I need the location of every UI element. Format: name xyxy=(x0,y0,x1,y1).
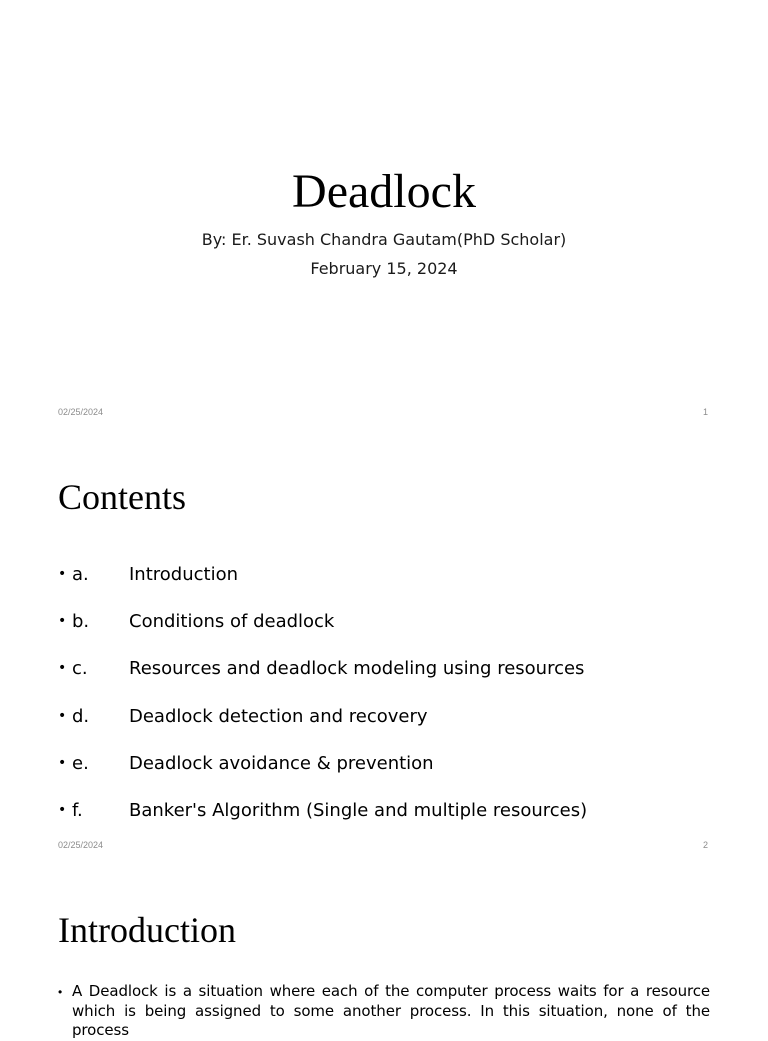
bullet-icon: • xyxy=(58,754,67,771)
contents-item-text: Deadlock avoidance & prevention xyxy=(129,752,434,774)
presentation-date: February 15, 2024 xyxy=(310,259,458,278)
contents-item-letter: f. xyxy=(72,799,83,821)
bullet-icon: • xyxy=(58,566,67,582)
contents-item-letter: c. xyxy=(72,658,88,680)
contents-item-text: Introduction xyxy=(129,564,239,585)
bullet-icon: • xyxy=(58,707,67,724)
contents-list xyxy=(58,563,718,846)
title-slide xyxy=(0,0,768,433)
bullet-icon: • xyxy=(58,660,67,677)
introduction-slide xyxy=(0,866,768,1039)
slide-footer-date: 02/25/2024 xyxy=(58,407,104,417)
contents-item-text: Resources and deadlock modeling using resources xyxy=(129,658,585,680)
slide-heading: Introduction xyxy=(58,910,236,950)
contents-item xyxy=(58,610,718,657)
contents-item-letter: b. xyxy=(72,611,90,633)
author-line: By: Er. Suvash Chandra Gautam(PhD Scholar) xyxy=(201,230,567,249)
bullet-icon: • xyxy=(58,613,67,630)
slide-heading: Contents xyxy=(58,477,187,517)
contents-item-letter: a. xyxy=(72,564,89,585)
slide-page-number: 2 xyxy=(702,840,708,850)
bullet-icon: • xyxy=(58,801,67,818)
contents-slide xyxy=(0,433,768,866)
contents-item-text: Deadlock detection and recovery xyxy=(129,705,428,727)
contents-item xyxy=(58,752,718,799)
contents-item-text: Banker's Algorithm (Single and multiple resources) xyxy=(129,799,588,821)
bullet-icon: • xyxy=(58,985,63,999)
slide-footer-date: 02/25/2024 xyxy=(58,840,104,850)
contents-item xyxy=(58,705,718,752)
intro-paragraph-text: A Deadlock is a situation where each of the computer process waits for a resource which is being assigned to some another process. In this situation, none of the process xyxy=(72,982,710,1039)
slide-page-number: 1 xyxy=(702,407,708,417)
intro-paragraph xyxy=(58,982,710,1041)
presentation-title: Deadlock xyxy=(292,165,476,218)
contents-item-letter: e. xyxy=(72,752,89,774)
contents-item xyxy=(58,799,718,846)
contents-item-text: Conditions of deadlock xyxy=(129,611,335,633)
contents-item-letter: d. xyxy=(72,705,90,727)
contents-item xyxy=(58,563,718,610)
contents-item xyxy=(58,657,718,704)
